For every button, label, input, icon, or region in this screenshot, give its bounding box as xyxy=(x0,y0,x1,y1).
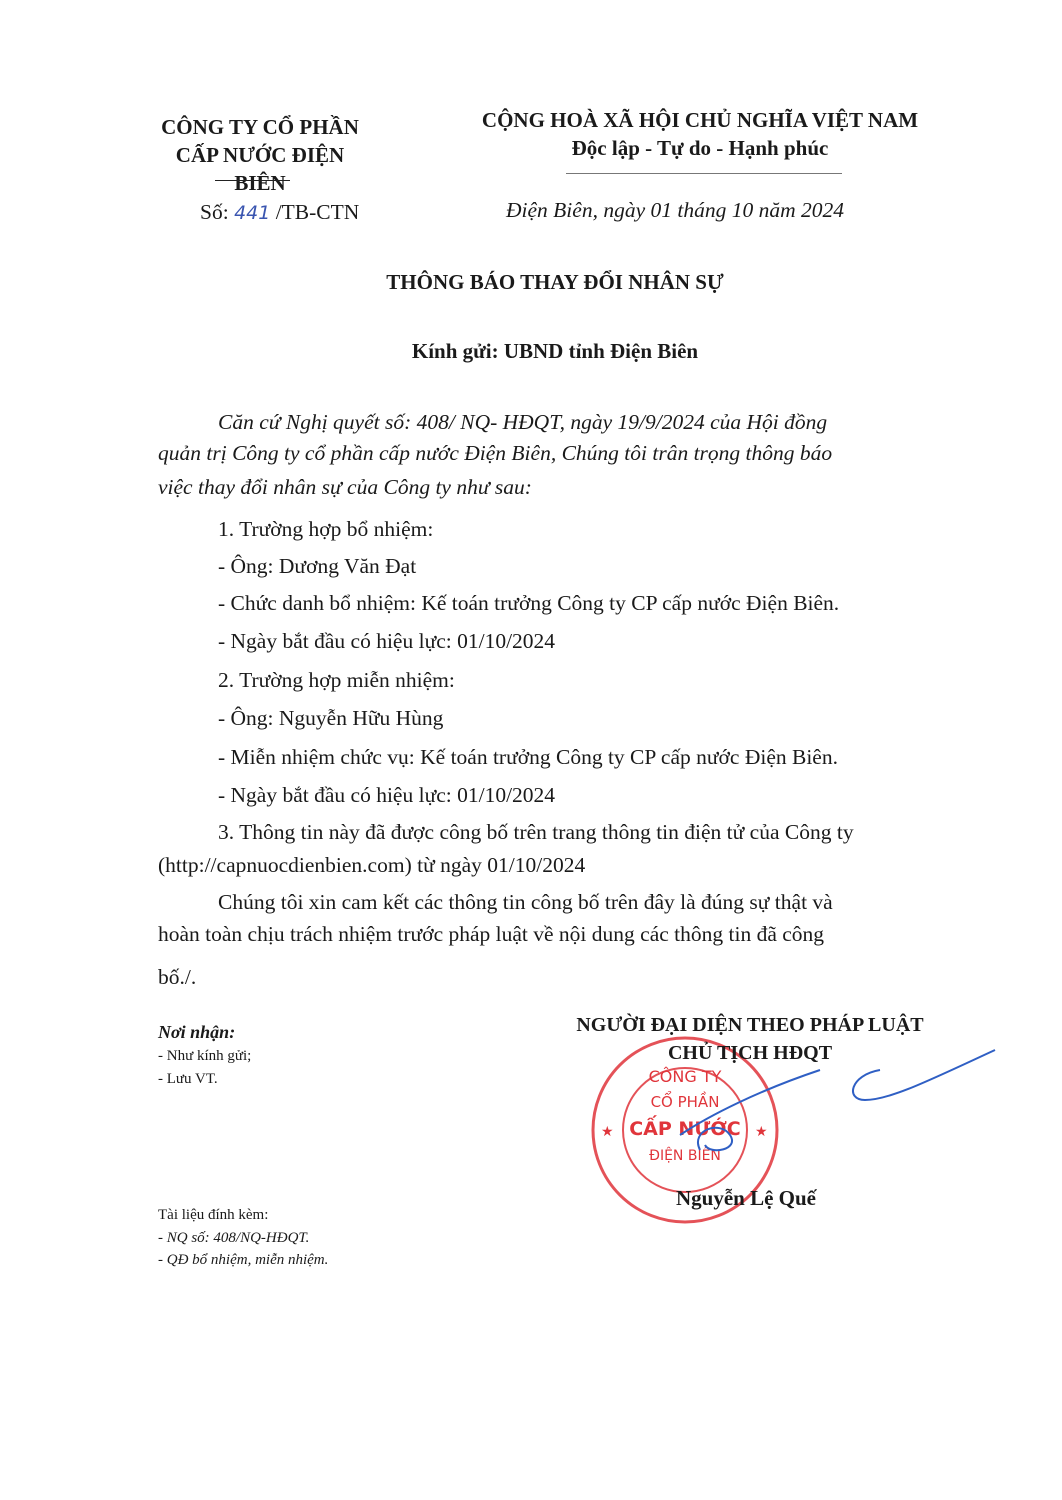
signature-title: CHỦ TỊCH HĐQT xyxy=(667,1042,833,1064)
list-item: - Chức danh bổ nhiệm: Kế toán trưởng Công ty CP cấp nước Điện Biên. xyxy=(218,591,840,615)
attachments-label: Tài liệu đính kèm: xyxy=(158,1207,269,1223)
stamp-line3: CẤP NƯỚC xyxy=(629,1118,741,1140)
list-item: 2. Trường hợp miễn nhiệm: xyxy=(218,668,455,692)
doc-number-suffix: /TB-CTN xyxy=(275,200,360,224)
attachment-item: - NQ số: 408/NQ-HĐQT. xyxy=(158,1230,310,1246)
company-underline xyxy=(215,180,290,181)
nation-line1: CỘNG HOÀ XÃ HỘI CHỦ NGHĨA VIỆT NAM xyxy=(481,108,919,132)
list-item-cont: (http://capnuocdienbien.com) từ ngày 01/10/2024 xyxy=(158,853,586,877)
list-item: 1. Trường hợp bổ nhiệm: xyxy=(218,517,434,541)
recipient-item: - Lưu VT. xyxy=(158,1071,218,1087)
handwritten-signature xyxy=(650,1040,1010,1170)
commit-line: bố./. xyxy=(158,965,197,989)
motto-underline xyxy=(566,173,842,174)
list-item: - Miễn nhiệm chức vụ: Kế toán trưởng Công ty CP cấp nước Điện Biên. xyxy=(218,745,838,769)
company-line1: CÔNG TY CỔ PHẦN xyxy=(161,115,359,139)
list-item: - Ông: Nguyễn Hữu Hùng xyxy=(218,706,444,730)
doc-number xyxy=(200,200,359,225)
star-icon: ★ xyxy=(755,1125,768,1140)
recipient-line: Kính gửi: UBND tỉnh Điện Biên xyxy=(411,339,699,363)
doc-title: THÔNG BÁO THAY ĐỔI NHÂN SỰ xyxy=(386,270,724,294)
signer-name: Nguyễn Lệ Quế xyxy=(676,1186,817,1210)
signature-role: NGƯỜI ĐẠI DIỆN THEO PHÁP LUẬT xyxy=(576,1014,924,1036)
star-icon: ★ xyxy=(601,1125,614,1140)
nation-motto: Độc lập - Tự do - Hạnh phúc xyxy=(571,136,829,160)
doc-number-prefix: Số: xyxy=(200,200,229,224)
company-name xyxy=(150,113,370,197)
list-item: - Ông: Dương Văn Đạt xyxy=(218,554,417,578)
attachment-item: - QĐ bổ nhiệm, miễn nhiệm. xyxy=(158,1252,329,1268)
stamp-line1: CÔNG TY xyxy=(648,1067,722,1086)
recipients-label: Nơi nhận: xyxy=(158,1022,236,1042)
list-item: 3. Thông tin này đã được công bố trên trang thông tin điện tử của Công ty xyxy=(218,820,854,844)
commit-line: Chúng tôi xin cam kết các thông tin công bố trên đây là đúng sự thật và xyxy=(218,890,833,914)
intro-line: Căn cứ Nghị quyết số: 408/ NQ- HĐQT, ngày 19/9/2024 của Hội đồng xyxy=(218,410,828,434)
stamp-line2: CỔ PHẦN xyxy=(650,1093,720,1111)
commit-line: hoàn toàn chịu trách nhiệm trước pháp luật về nội dung các thông tin đã công xyxy=(158,922,825,946)
list-item: - Ngày bắt đầu có hiệu lực: 01/10/2024 xyxy=(218,629,556,653)
recipient-item: - Như kính gửi; xyxy=(158,1048,252,1064)
place-date: Điện Biên, ngày 01 tháng 10 năm 2024 xyxy=(506,198,844,222)
nation-header xyxy=(440,106,960,162)
doc-number-handwritten: 441 xyxy=(234,202,271,224)
intro-line: việc thay đổi nhân sự của Công ty như sau: xyxy=(158,475,532,499)
intro-line: quản trị Công ty cổ phần cấp nước Điện Biên, Chúng tôi trân trọng thông báo xyxy=(158,441,833,465)
list-item: - Ngày bắt đầu có hiệu lực: 01/10/2024 xyxy=(218,783,556,807)
company-line2: CẤP NƯỚC ĐIỆN BIÊN xyxy=(175,143,345,195)
stamp-line4: ĐIỆN BIÊN xyxy=(649,1148,721,1164)
